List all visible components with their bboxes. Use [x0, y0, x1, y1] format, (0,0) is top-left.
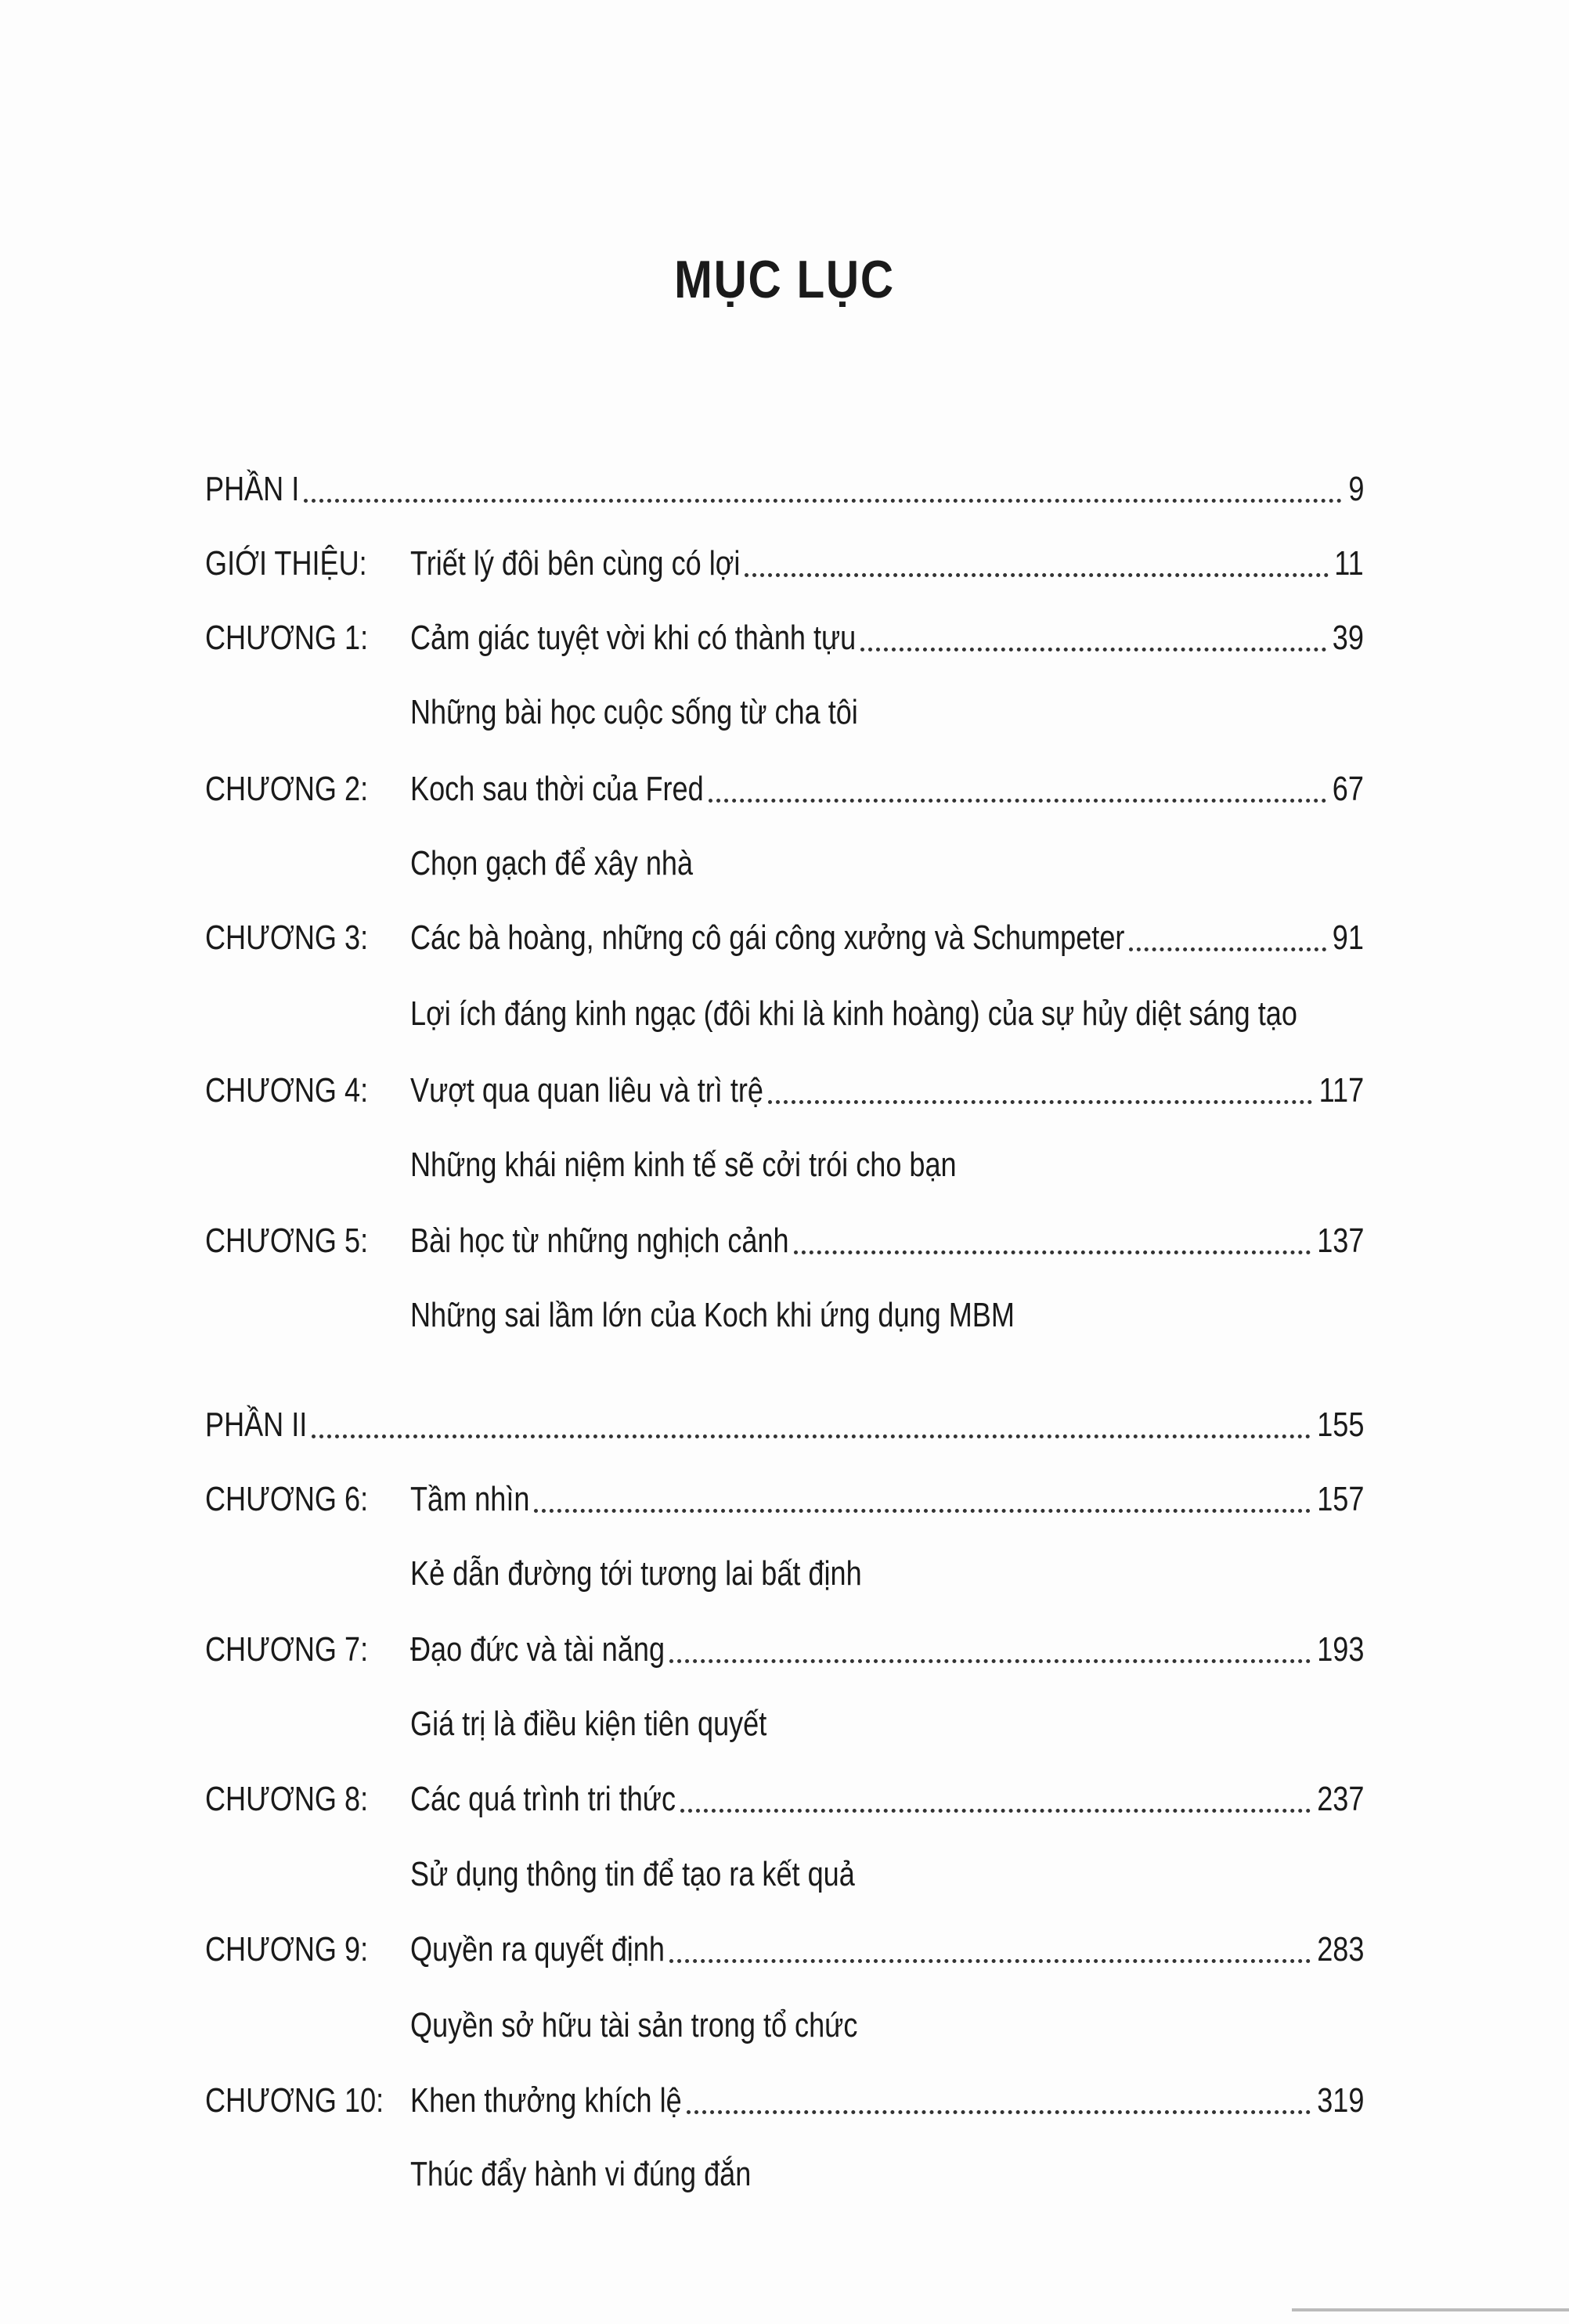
toc-chapter-row [205, 615, 1364, 662]
toc-entry-text: Quyền sở hữu tài sản trong tổ chức [410, 2006, 858, 2044]
toc-chapter-label: CHƯƠNG 5: [205, 1222, 369, 1260]
toc-entry-text: Triết lý đôi bên cùng có lợi [410, 544, 741, 583]
toc-dot-leader [745, 573, 1328, 577]
toc-chapter-label: CHƯƠNG 7: [205, 1630, 369, 1669]
toc-dot-leader [860, 648, 1326, 651]
toc-subtitle-row [205, 1701, 1364, 1748]
toc-entry-text: Tầm nhìn [410, 1480, 530, 1518]
toc-dot-leader [669, 1959, 1311, 1963]
toc-chapter-label: CHƯƠNG 8: [205, 1780, 369, 1818]
toc-dot-leader [312, 1434, 1310, 1438]
toc-entry-text: Những bài học cuộc sống từ cha tôi [410, 693, 858, 731]
toc-entry-text: Lợi ích đáng kinh ngạc (đôi khi là kinh hoàng) của sự hủy diệt sáng tạo [410, 994, 1297, 1033]
toc-entry-text: Các bà hoàng, những cô gái công xưởng và Schumpeter [410, 918, 1125, 957]
toc-subtitle-row [205, 1142, 1364, 1189]
toc-entry-text: Koch sau thời của Fred [410, 770, 704, 808]
toc-dot-leader [709, 799, 1326, 803]
toc-subtitle-row [205, 840, 1364, 887]
toc-page-number: 319 [1316, 2081, 1364, 2120]
toc-dot-leader [1129, 947, 1326, 951]
toc-chapter-row [205, 1626, 1364, 1673]
toc-subtitle-row [205, 991, 1364, 1038]
toc-subtitle-row [205, 2151, 1364, 2198]
toc-subtitle-row [205, 1292, 1364, 1339]
toc-chapter-label: CHƯƠNG 9: [205, 1930, 369, 1969]
toc-entry-text: Chọn gạch để xây nhà [410, 844, 694, 882]
toc-entry-text: Sử dụng thông tin để tạo ra kết quả [410, 1855, 855, 1893]
toc-dot-leader [669, 1659, 1311, 1663]
toc-chapter-label: CHƯƠNG 1: [205, 619, 369, 657]
toc-entry-text: Đạo đức và tài năng [410, 1630, 665, 1669]
toc-entry-text: Kẻ dẫn đường tới tương lai bất định [410, 1554, 862, 1593]
toc-subtitle-row [205, 689, 1364, 736]
toc-entry-text: Những sai lầm lớn của Koch khi ứng dụng MBM [410, 1296, 1015, 1334]
toc-subtitle-row [205, 1851, 1364, 1898]
toc-entry-text: Vượt qua quan liêu và trì trệ [410, 1071, 763, 1110]
toc-dot-leader [687, 2110, 1311, 2114]
toc-subtitle-row [205, 1550, 1364, 1597]
toc-chapter-row [205, 1926, 1364, 1973]
toc-dot-leader [794, 1250, 1311, 1254]
toc-chapter-row [205, 766, 1364, 813]
toc-chapter-row [205, 1067, 1364, 1114]
toc-chapter-label: GIỚI THIỆU: [205, 544, 367, 583]
toc-chapter-label: CHƯƠNG 3: [205, 918, 369, 957]
toc-entry-text: Những khái niệm kinh tế sẽ cởi trói cho bạn [410, 1146, 957, 1184]
toc-page-number: 39 [1332, 619, 1364, 657]
toc-dot-leader [768, 1100, 1313, 1104]
toc-chapter-row [205, 540, 1364, 587]
toc-page-number: 157 [1316, 1480, 1364, 1518]
toc-page-number: 283 [1316, 1930, 1364, 1969]
toc-dot-leader [534, 1509, 1310, 1513]
toc-page-number: 237 [1316, 1780, 1364, 1818]
toc-page-number: 91 [1332, 918, 1364, 957]
toc-page-number: 193 [1316, 1630, 1364, 1669]
toc-chapter-label: CHƯƠNG 6: [205, 1480, 369, 1518]
toc-page-number: 155 [1316, 1406, 1364, 1444]
page-edge-line [1292, 2308, 1569, 2311]
toc-chapter-label: CHƯƠNG 2: [205, 770, 369, 808]
toc-chapter-label: CHƯƠNG 4: [205, 1071, 369, 1110]
toc-part-title: PHẦN I [205, 470, 300, 508]
toc-page-number: 117 [1318, 1071, 1364, 1110]
toc-page-number: 137 [1316, 1222, 1364, 1260]
toc-part-row [205, 1402, 1364, 1449]
toc-entry-text: Cảm giác tuyệt vời khi có thành tựu [410, 619, 857, 657]
toc-page-number: 9 [1347, 470, 1364, 508]
toc-page-number: 11 [1334, 544, 1364, 583]
toc-chapter-row [205, 2077, 1364, 2124]
toc-entry-text: Bài học từ những nghịch cảnh [410, 1222, 789, 1260]
toc-entry-text: Giá trị là điều kiện tiên quyết [410, 1705, 767, 1743]
toc-part-row [205, 466, 1364, 513]
toc-entry-text: Thúc đẩy hành vi đúng đắn [410, 2155, 752, 2193]
toc-chapter-row [205, 1776, 1364, 1823]
toc-page-number: 67 [1332, 770, 1364, 808]
toc-subtitle-row [205, 2002, 1364, 2049]
toc-entry-text: Khen thưởng khích lệ [410, 2081, 682, 2120]
toc-chapter-label: CHƯƠNG 10: [205, 2081, 384, 2120]
toc-part-title: PHẦN II [205, 1406, 308, 1444]
toc-dot-leader [680, 1809, 1311, 1813]
page-title: MỤC LỤC [674, 250, 895, 309]
toc-chapter-row [205, 1476, 1364, 1523]
toc-entry-text: Quyền ra quyết định [410, 1930, 665, 1969]
toc-dot-leader [304, 499, 1342, 503]
toc-chapter-row [205, 1218, 1364, 1265]
toc-entry-text: Các quá trình tri thức [410, 1780, 676, 1818]
toc-chapter-row [205, 915, 1364, 962]
